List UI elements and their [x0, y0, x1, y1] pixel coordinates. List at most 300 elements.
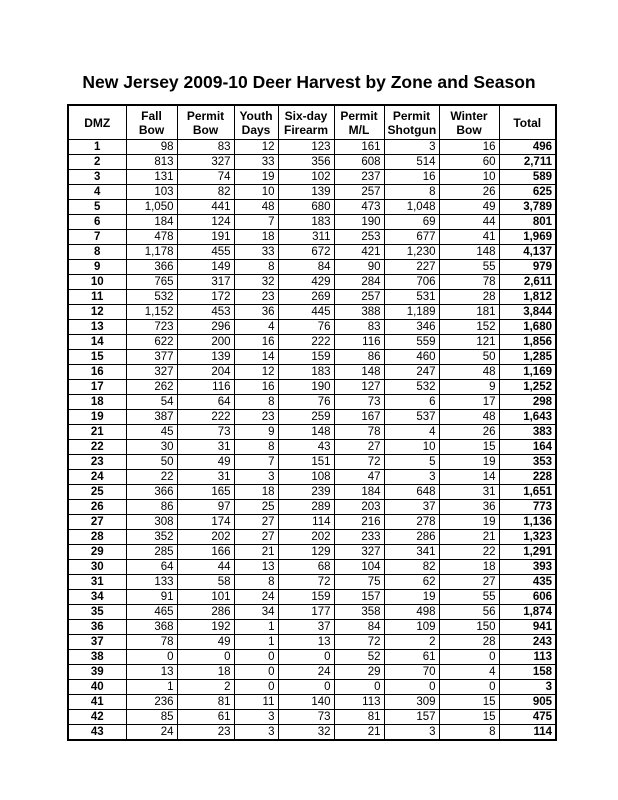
table-row	[68, 560, 556, 575]
table-cell: 21	[334, 725, 384, 741]
table-cell: 21	[234, 545, 278, 560]
dmz-cell: 7	[68, 230, 126, 245]
table-row	[68, 410, 556, 425]
table-cell: 150	[439, 620, 499, 635]
table-cell: 183	[278, 365, 334, 380]
table-cell: 1,230	[384, 245, 439, 260]
table-cell: 8	[384, 185, 439, 200]
column-header-line: Youth	[239, 108, 273, 123]
dmz-cell: 14	[68, 335, 126, 350]
table-cell: 200	[177, 335, 234, 350]
dmz-cell: 4	[68, 185, 126, 200]
table-cell: 672	[278, 245, 334, 260]
column-header	[126, 105, 177, 140]
table-cell: 85	[126, 710, 177, 725]
dmz-cell: 8	[68, 245, 126, 260]
table-header-row	[68, 105, 556, 140]
total-cell: 496	[499, 140, 556, 155]
table-cell: 222	[177, 410, 234, 425]
table-cell: 13	[126, 665, 177, 680]
table-cell: 73	[177, 425, 234, 440]
table-cell: 1,178	[126, 245, 177, 260]
table-cell: 285	[126, 545, 177, 560]
table-cell: 72	[278, 575, 334, 590]
table-cell: 14	[234, 350, 278, 365]
total-cell: 393	[499, 560, 556, 575]
table-cell: 233	[334, 530, 384, 545]
table-cell: 114	[278, 515, 334, 530]
total-cell: 1,291	[499, 545, 556, 560]
column-header-line: Permit	[392, 108, 431, 123]
table-cell: 31	[439, 485, 499, 500]
table-cell: 157	[384, 710, 439, 725]
table-cell: 0	[278, 650, 334, 665]
table-cell: 12	[234, 140, 278, 155]
table-cell: 18	[177, 665, 234, 680]
table-cell: 133	[126, 575, 177, 590]
table-cell: 191	[177, 230, 234, 245]
table-cell: 81	[334, 710, 384, 725]
table-cell: 78	[439, 275, 499, 290]
total-cell: 1,169	[499, 365, 556, 380]
column-header	[68, 105, 126, 140]
total-cell: 3,789	[499, 200, 556, 215]
table-cell: 23	[234, 290, 278, 305]
table-row	[68, 140, 556, 155]
table-cell: 129	[278, 545, 334, 560]
table-row	[68, 710, 556, 725]
total-cell: 164	[499, 440, 556, 455]
dmz-cell: 3	[68, 170, 126, 185]
table-cell: 58	[177, 575, 234, 590]
dmz-cell: 34	[68, 590, 126, 605]
table-cell: 27	[234, 530, 278, 545]
table-cell: 16	[384, 170, 439, 185]
total-cell: 1,285	[499, 350, 556, 365]
table-cell: 108	[278, 470, 334, 485]
table-cell: 174	[177, 515, 234, 530]
table-cell: 1	[234, 635, 278, 650]
table-cell: 453	[177, 305, 234, 320]
table-cell: 113	[334, 695, 384, 710]
table-cell: 161	[334, 140, 384, 155]
table-cell: 9	[439, 380, 499, 395]
column-header-line: Bow	[456, 122, 482, 137]
table-row	[68, 695, 556, 710]
table-cell: 17	[439, 395, 499, 410]
table-cell: 159	[278, 350, 334, 365]
table-cell: 18	[234, 485, 278, 500]
table-cell: 7	[234, 455, 278, 470]
table-cell: 55	[439, 590, 499, 605]
table-cell: 139	[278, 185, 334, 200]
table-row	[68, 365, 556, 380]
dmz-cell: 36	[68, 620, 126, 635]
table-row	[68, 605, 556, 620]
table-cell: 101	[177, 590, 234, 605]
table-cell: 25	[234, 500, 278, 515]
table-cell: 139	[177, 350, 234, 365]
dmz-cell: 9	[68, 260, 126, 275]
table-cell: 49	[177, 635, 234, 650]
table-cell: 131	[126, 170, 177, 185]
dmz-cell: 12	[68, 305, 126, 320]
dmz-cell: 6	[68, 215, 126, 230]
table-cell: 177	[278, 605, 334, 620]
table-cell: 3	[234, 470, 278, 485]
table-cell: 31	[177, 470, 234, 485]
dmz-cell: 35	[68, 605, 126, 620]
table-cell: 49	[439, 200, 499, 215]
table-cell: 165	[177, 485, 234, 500]
dmz-cell: 5	[68, 200, 126, 215]
table-cell: 109	[384, 620, 439, 635]
table-cell: 64	[177, 395, 234, 410]
table-row	[68, 275, 556, 290]
table-cell: 532	[384, 380, 439, 395]
table-cell: 44	[177, 560, 234, 575]
table-row	[68, 470, 556, 485]
total-cell: 1,323	[499, 530, 556, 545]
table-cell: 116	[177, 380, 234, 395]
total-cell: 353	[499, 455, 556, 470]
dmz-cell: 30	[68, 560, 126, 575]
table-cell: 183	[278, 215, 334, 230]
table-cell: 286	[177, 605, 234, 620]
table-cell: 8	[234, 395, 278, 410]
table-cell: 0	[126, 650, 177, 665]
table-cell: 33	[234, 155, 278, 170]
table-cell: 0	[177, 650, 234, 665]
table-cell: 0	[334, 680, 384, 695]
table-cell: 16	[439, 140, 499, 155]
table-cell: 124	[177, 215, 234, 230]
table-cell: 36	[234, 305, 278, 320]
total-cell: 113	[499, 650, 556, 665]
total-cell: 383	[499, 425, 556, 440]
table-cell: 103	[126, 185, 177, 200]
table-cell: 18	[439, 560, 499, 575]
total-cell: 1,643	[499, 410, 556, 425]
table-cell: 44	[439, 215, 499, 230]
table-cell: 366	[126, 260, 177, 275]
table-cell: 24	[234, 590, 278, 605]
table-cell: 429	[278, 275, 334, 290]
total-cell: 4,137	[499, 245, 556, 260]
table-cell: 15	[439, 710, 499, 725]
table-cell: 377	[126, 350, 177, 365]
table-cell: 1	[234, 620, 278, 635]
table-row	[68, 635, 556, 650]
column-header	[499, 105, 556, 140]
table-row	[68, 425, 556, 440]
table-cell: 296	[177, 320, 234, 335]
total-cell: 773	[499, 500, 556, 515]
dmz-cell: 17	[68, 380, 126, 395]
column-header-line: Bow	[138, 122, 165, 137]
table-cell: 247	[384, 365, 439, 380]
table-cell: 37	[384, 500, 439, 515]
dmz-cell: 23	[68, 455, 126, 470]
table-cell: 48	[439, 365, 499, 380]
table-cell: 3	[384, 470, 439, 485]
total-cell: 625	[499, 185, 556, 200]
table-cell: 64	[126, 560, 177, 575]
table-cell: 91	[126, 590, 177, 605]
table-cell: 27	[234, 515, 278, 530]
table-cell: 19	[384, 590, 439, 605]
table-row	[68, 650, 556, 665]
dmz-cell: 25	[68, 485, 126, 500]
table-cell: 10	[439, 170, 499, 185]
table-cell: 2	[177, 680, 234, 695]
column-header-line: DMZ	[84, 115, 111, 130]
table-row	[68, 500, 556, 515]
table-row	[68, 230, 556, 245]
table-row	[68, 305, 556, 320]
total-cell: 1,252	[499, 380, 556, 395]
table-cell: 13	[278, 635, 334, 650]
table-cell: 8	[234, 575, 278, 590]
table-row	[68, 170, 556, 185]
total-cell: 228	[499, 470, 556, 485]
table-row	[68, 380, 556, 395]
total-cell: 1,874	[499, 605, 556, 620]
table-row	[68, 485, 556, 500]
table-row	[68, 200, 556, 215]
dmz-cell: 24	[68, 470, 126, 485]
dmz-cell: 27	[68, 515, 126, 530]
table-cell: 21	[439, 530, 499, 545]
dmz-cell: 18	[68, 395, 126, 410]
table-cell: 257	[334, 185, 384, 200]
total-cell: 2,611	[499, 275, 556, 290]
table-cell: 140	[278, 695, 334, 710]
table-cell: 0	[234, 680, 278, 695]
table-cell: 32	[234, 275, 278, 290]
table-cell: 90	[334, 260, 384, 275]
dmz-cell: 39	[68, 665, 126, 680]
column-header-line: Days	[241, 122, 271, 137]
table-cell: 8	[234, 260, 278, 275]
table-cell: 16	[234, 380, 278, 395]
table-row	[68, 530, 556, 545]
table-cell: 15	[439, 440, 499, 455]
table-cell: 346	[384, 320, 439, 335]
column-header-line: Firearm	[283, 122, 329, 137]
column-header-line: Permit	[186, 108, 225, 123]
table-cell: 473	[334, 200, 384, 215]
table-cell: 7	[234, 215, 278, 230]
table-cell: 204	[177, 365, 234, 380]
table-cell: 184	[334, 485, 384, 500]
total-cell: 606	[499, 590, 556, 605]
total-cell: 2,711	[499, 155, 556, 170]
table-cell: 284	[334, 275, 384, 290]
table-cell: 148	[439, 245, 499, 260]
table-cell: 29	[334, 665, 384, 680]
table-cell: 26	[439, 185, 499, 200]
table-cell: 24	[278, 665, 334, 680]
table-cell: 278	[384, 515, 439, 530]
table-cell: 157	[334, 590, 384, 605]
table-cell: 1	[126, 680, 177, 695]
table-cell: 152	[439, 320, 499, 335]
table-cell: 98	[126, 140, 177, 155]
table-cell: 55	[439, 260, 499, 275]
table-cell: 257	[334, 290, 384, 305]
table-cell: 12	[234, 365, 278, 380]
table-cell: 23	[234, 410, 278, 425]
table-cell: 10	[234, 185, 278, 200]
column-header-line: M/L	[348, 122, 370, 137]
dmz-cell: 43	[68, 725, 126, 741]
total-cell: 941	[499, 620, 556, 635]
total-cell: 114	[499, 725, 556, 741]
table-cell: 73	[278, 710, 334, 725]
dmz-cell: 11	[68, 290, 126, 305]
table-cell: 116	[334, 335, 384, 350]
dmz-cell: 2	[68, 155, 126, 170]
table-cell: 78	[126, 635, 177, 650]
table-cell: 0	[439, 680, 499, 695]
table-cell: 62	[384, 575, 439, 590]
table-cell: 70	[384, 665, 439, 680]
table-cell: 0	[439, 650, 499, 665]
column-header	[278, 105, 334, 140]
table-row	[68, 440, 556, 455]
dmz-cell: 40	[68, 680, 126, 695]
table-cell: 22	[126, 470, 177, 485]
table-cell: 723	[126, 320, 177, 335]
table-cell: 3	[384, 725, 439, 741]
table-cell: 0	[278, 680, 334, 695]
column-header-line: Six-day	[284, 108, 328, 123]
table-cell: 102	[278, 170, 334, 185]
table-cell: 4	[439, 665, 499, 680]
table-row	[68, 545, 556, 560]
table-cell: 19	[234, 170, 278, 185]
table-cell: 1,050	[126, 200, 177, 215]
table-cell: 149	[177, 260, 234, 275]
table-cell: 54	[126, 395, 177, 410]
table-cell: 3	[234, 710, 278, 725]
dmz-cell: 38	[68, 650, 126, 665]
table-cell: 237	[334, 170, 384, 185]
total-cell: 801	[499, 215, 556, 230]
table-cell: 3	[384, 140, 439, 155]
table-row	[68, 395, 556, 410]
table-cell: 622	[126, 335, 177, 350]
table-cell: 706	[384, 275, 439, 290]
table-cell: 680	[278, 200, 334, 215]
total-cell: 1,969	[499, 230, 556, 245]
table-cell: 1,152	[126, 305, 177, 320]
table-cell: 36	[439, 500, 499, 515]
column-header-line: Fall	[141, 108, 162, 123]
table-cell: 31	[177, 440, 234, 455]
table-cell: 14	[439, 470, 499, 485]
table-row	[68, 260, 556, 275]
table-cell: 317	[177, 275, 234, 290]
column-header	[439, 105, 499, 140]
total-cell: 979	[499, 260, 556, 275]
table-cell: 18	[234, 230, 278, 245]
table-cell: 9	[234, 425, 278, 440]
column-header	[384, 105, 439, 140]
dmz-cell: 28	[68, 530, 126, 545]
column-header-line: Winter	[450, 108, 488, 123]
table-cell: 37	[278, 620, 334, 635]
table-cell: 83	[177, 140, 234, 155]
table-cell: 190	[278, 380, 334, 395]
table-cell: 68	[278, 560, 334, 575]
table-body	[68, 140, 556, 741]
table-cell: 308	[126, 515, 177, 530]
table-cell: 61	[177, 710, 234, 725]
dmz-cell: 16	[68, 365, 126, 380]
dmz-cell: 37	[68, 635, 126, 650]
table-cell: 202	[177, 530, 234, 545]
dmz-cell: 26	[68, 500, 126, 515]
table-cell: 309	[384, 695, 439, 710]
table-cell: 455	[177, 245, 234, 260]
table-cell: 465	[126, 605, 177, 620]
table-cell: 559	[384, 335, 439, 350]
table-cell: 78	[334, 425, 384, 440]
column-header	[334, 105, 384, 140]
table-cell: 84	[334, 620, 384, 635]
table-cell: 3	[234, 725, 278, 741]
table-cell: 28	[439, 290, 499, 305]
table-cell: 76	[278, 320, 334, 335]
table-cell: 1,189	[384, 305, 439, 320]
table-cell: 202	[278, 530, 334, 545]
table-cell: 6	[384, 395, 439, 410]
table-cell: 368	[126, 620, 177, 635]
total-cell: 298	[499, 395, 556, 410]
table-cell: 341	[384, 545, 439, 560]
table-cell: 41	[439, 230, 499, 245]
table-cell: 253	[334, 230, 384, 245]
table-cell: 203	[334, 500, 384, 515]
table-cell: 82	[384, 560, 439, 575]
table-cell: 24	[126, 725, 177, 741]
dmz-cell: 1	[68, 140, 126, 155]
table-row	[68, 455, 556, 470]
table-cell: 358	[334, 605, 384, 620]
table-cell: 97	[177, 500, 234, 515]
table-cell: 311	[278, 230, 334, 245]
column-header-line: Bow	[192, 122, 219, 137]
table-row	[68, 515, 556, 530]
page-title: New Jersey 2009-10 Deer Harvest by Zone and Season	[82, 72, 536, 92]
dmz-cell: 13	[68, 320, 126, 335]
table-cell: 514	[384, 155, 439, 170]
table-cell: 4	[384, 425, 439, 440]
table-cell: 47	[334, 470, 384, 485]
table-cell: 0	[234, 650, 278, 665]
table-cell: 327	[177, 155, 234, 170]
table-cell: 74	[177, 170, 234, 185]
table-cell: 269	[278, 290, 334, 305]
dmz-cell: 15	[68, 350, 126, 365]
total-cell: 1,856	[499, 335, 556, 350]
table-cell: 121	[439, 335, 499, 350]
table-cell: 82	[177, 185, 234, 200]
table-row	[68, 665, 556, 680]
table-cell: 11	[234, 695, 278, 710]
